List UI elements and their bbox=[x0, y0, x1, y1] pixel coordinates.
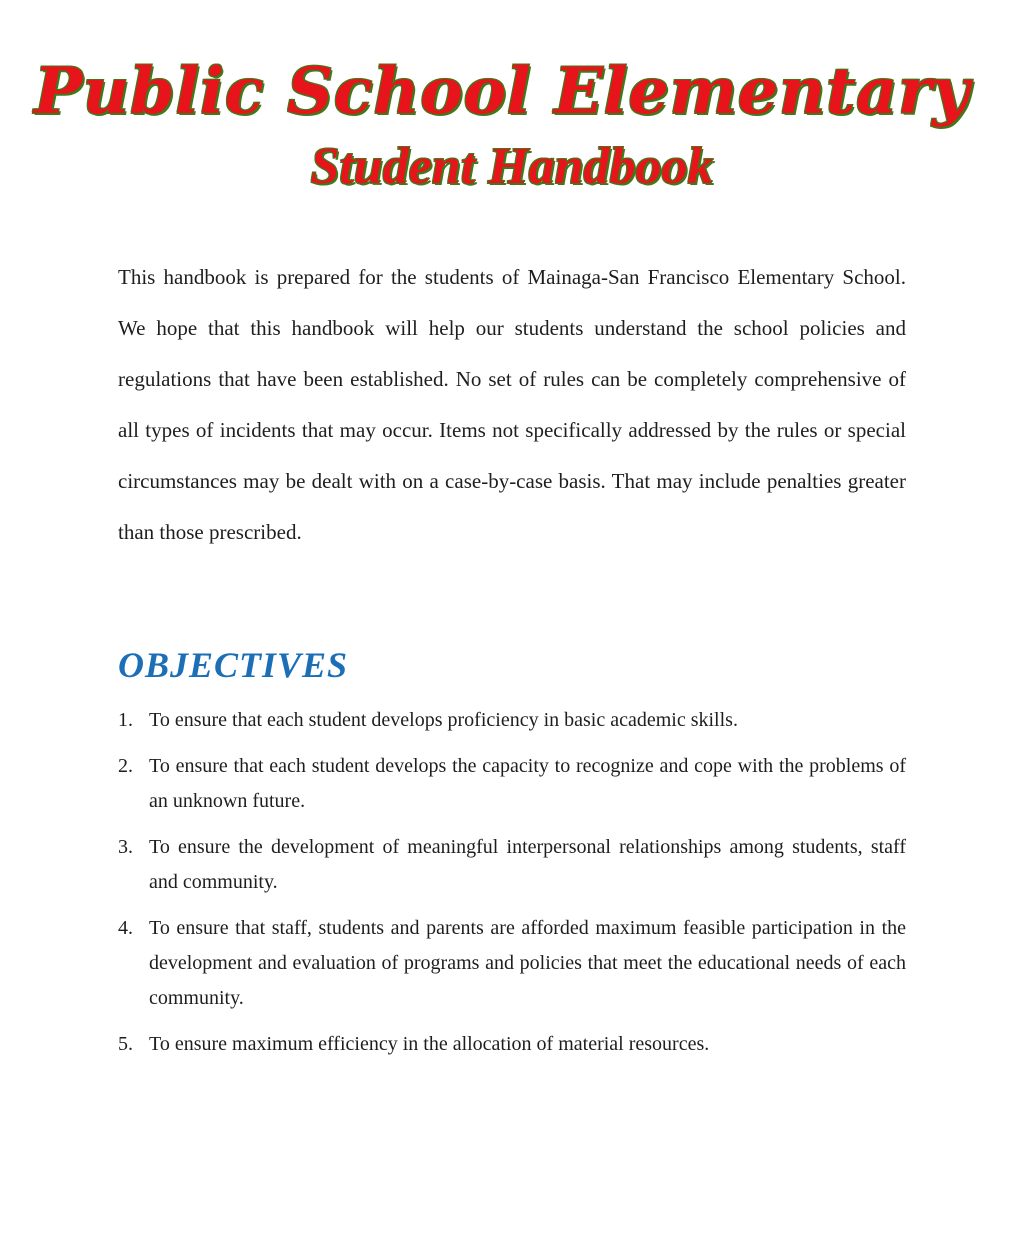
title-line-2: Student Handbook bbox=[310, 138, 714, 195]
objectives-list bbox=[118, 703, 906, 1073]
objective-text: To ensure that each student develops the capacity to recognize and cope with the problems of an unknown future. bbox=[149, 755, 906, 812]
objective-item bbox=[118, 703, 906, 738]
objective-number: 1. bbox=[118, 709, 133, 731]
objective-number: 3. bbox=[118, 836, 133, 858]
objective-item bbox=[118, 1027, 906, 1062]
objective-item bbox=[118, 911, 906, 1016]
title-line-1: Public School Elementary bbox=[34, 54, 970, 129]
objective-number: 5. bbox=[118, 1033, 133, 1055]
document-title bbox=[0, 52, 1024, 200]
objective-number: 4. bbox=[118, 917, 133, 939]
objective-item bbox=[118, 749, 906, 819]
objective-item bbox=[118, 830, 906, 900]
objective-text: To ensure that staff, students and parents are afforded maximum feasible participation in the development and evaluation of programs and policies that meet the educational needs of each community. bbox=[149, 917, 906, 1009]
objective-number: 2. bbox=[118, 755, 133, 777]
intro-paragraph: This handbook is prepared for the students of Mainaga-San Francisco Elementary School. We hope that this handbook will help our students understand the school policies and regulations that have been established. No set of rules can be completely comprehensive of all types of incidents that may occur. Items not specifically addressed by the rules or special circumstances may be dealt with on a case-by-case basis. That may include penalties greater than those prescribed. bbox=[118, 265, 906, 544]
objectives-heading: OBJECTIVES bbox=[118, 645, 349, 685]
objective-text: To ensure maximum efficiency in the allocation of material resources. bbox=[149, 1033, 710, 1055]
objective-text: To ensure that each student develops proficiency in basic academic skills. bbox=[149, 709, 738, 731]
objective-text: To ensure the development of meaningful interpersonal relationships among students, staff and community. bbox=[149, 836, 906, 893]
